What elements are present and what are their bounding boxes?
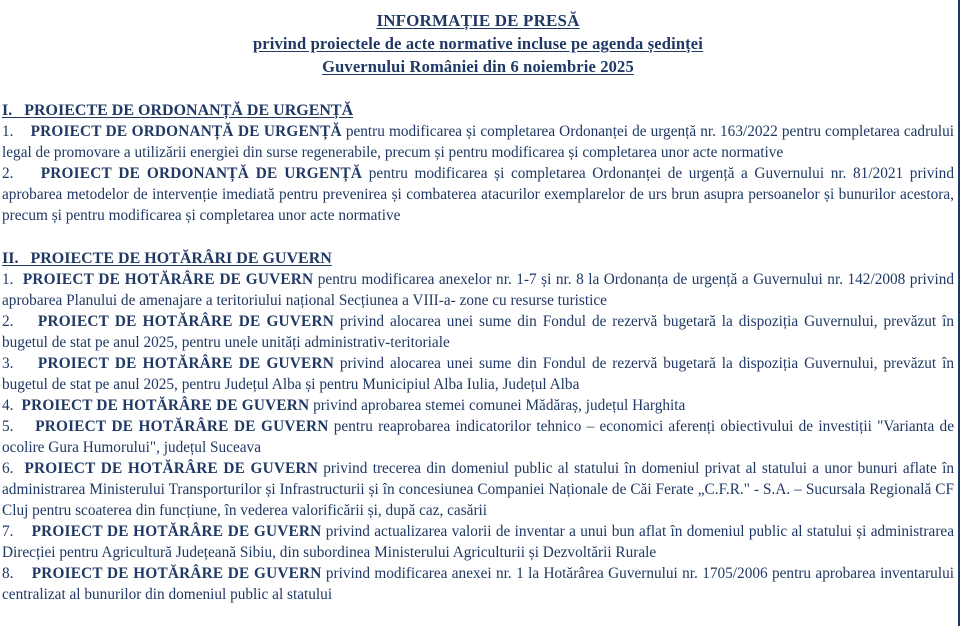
section-heading-1: I. PROIECTE DE ORDONANȚĂ DE URGENȚĂ [2, 102, 354, 119]
page-title-line-2: privind proiectele de acte normative incluse pe agenda ședinței [252, 34, 704, 53]
item-lead-text: PROIECT DE HOTĂRÂRE DE GUVERN [37, 355, 334, 372]
item-lead-text: PROIECT DE ORDONANȚĂ DE URGENȚĂ [30, 123, 342, 140]
item-body: privind actualizarea valorii de inventar a unui bun aflat în domeniul public al statului și administrarea Direcției pentru Agricultură Județeană Sibiu, din subordinea Ministerului Agriculturii și Dezvoltării Rurale [2, 523, 954, 561]
item-lead [13, 523, 321, 540]
item-body: pentru modificarea și completarea Ordonanței de urgență nr. 163/2022 pentru completarea cadrului legal de promovare a utilizării energiei din surse regenerabile, precum și pentru modificarea și completarea unor acte normative [2, 123, 954, 161]
item-lead [13, 271, 313, 288]
list-item [2, 416, 954, 458]
document-content [2, 0, 954, 605]
document-title-block [2, 0, 954, 78]
item-lead-text: PROIECT DE HOTĂRÂRE DE GUVERN [22, 271, 314, 288]
item-number: 2. [2, 313, 14, 330]
list-item [2, 163, 954, 226]
item-number: 6. [2, 460, 14, 477]
item-body: pentru modificarea și completarea Ordonanței de urgență a Guvernului nr. 81/2021 privind aprobarea metodelor de intervenție imediată pentru prevenirea și combaterea atacurilor exemplarelor de urs brun asupra persoanelor și bunurilor acestora, precum și pentru modificarea și completarea unor acte normative [2, 165, 954, 224]
item-number: 2. [2, 165, 14, 182]
item-body: privind alocarea unei sume din Fondul de rezervă bugetară la dispoziția Guvernului, prevăzut în bugetul de stat pe anul 2025, pentru Județul Alba și pentru Municipiul Alba Iulia, Județul Alba [2, 355, 954, 393]
item-lead-text: PROIECT DE HOTĂRÂRE DE GUVERN [35, 418, 329, 435]
section-heading-2: II. PROIECTE DE HOTĂRÂRI DE GUVERN [2, 250, 332, 267]
item-lead [13, 397, 309, 414]
item-lead [13, 355, 333, 372]
list-item [2, 121, 954, 163]
item-lead-text: PROIECT DE HOTĂRÂRE DE GUVERN [21, 397, 310, 414]
item-lead [13, 313, 333, 330]
list-item [2, 521, 954, 563]
item-lead-text: PROIECT DE HOTĂRÂRE DE GUVERN [37, 313, 334, 330]
list-item [2, 269, 954, 311]
item-lead [13, 460, 317, 477]
item-body: privind trecerea din domeniul public al statului în domeniul privat al statului a unor bunuri aflate în administrarea Ministerului Transporturilor și Infrastructurii și în concesiunea Companiei Naționale de Căi Ferate „C.F.R." - S.A. – Sucursala Regională CF Cluj pentru scoaterea din funcțiune, în vederea valorificării și, după caz, casării [2, 460, 954, 519]
item-number: 8. [2, 565, 14, 582]
item-body: privind modificarea anexei nr. 1 la Hotărârea Guvernului nr. 1705/2006 pentru aprobarea inventarului centralizat al bunurilor din domeniul public al statului [2, 565, 954, 603]
item-body: privind alocarea unei sume din Fondul de rezervă bugetară la dispoziția Guvernului, prevăzut în bugetul de stat pe anul 2025, pentru unele unități administrativ-teritoriale [2, 313, 954, 351]
item-number: 1. [2, 271, 14, 288]
item-number: 5. [2, 418, 14, 435]
item-lead-text: PROIECT DE HOTĂRÂRE DE GUVERN [31, 523, 322, 540]
item-lead [13, 123, 341, 140]
item-lead-text: PROIECT DE HOTĂRÂRE DE GUVERN [31, 565, 322, 582]
item-lead-text: PROIECT DE HOTĂRÂRE DE GUVERN [24, 460, 318, 477]
list-item [2, 458, 954, 521]
list-item [2, 563, 954, 605]
list-item [2, 311, 954, 353]
item-lead [13, 418, 328, 435]
list-item [2, 395, 954, 416]
section-hotarari-de-guvern [2, 248, 954, 605]
item-number: 3. [2, 355, 14, 372]
section-ordonante-de-urgenta [2, 100, 954, 226]
item-body: pentru reaprobarea indicatorilor tehnico – economici aferenți obiectivului de investiții "Varianta de ocolire Gura Humorului", județul Suceava [2, 418, 954, 456]
item-body: pentru modificarea anexelor nr. 1-7 și nr. 8 la Ordonanța de urgență a Guvernului nr. 142/2008 privind aprobarea Planului de amenajare a teritoriului național Secțiunea a VIII-a- zone cu resurse turistice [2, 271, 954, 309]
item-number: 4. [2, 397, 14, 414]
page-title-line-3: Guvernului României din 6 noiembrie 2025 [322, 57, 634, 76]
list-item [2, 353, 954, 395]
item-number: 7. [2, 523, 14, 540]
item-body: privind aprobarea stemei comunei Mădăraș, județul Harghita [309, 397, 686, 414]
item-lead [13, 165, 362, 182]
item-lead [13, 565, 321, 582]
item-lead-text: PROIECT DE ORDONANȚĂ DE URGENȚĂ [40, 165, 363, 182]
page-title-line-1: INFORMAȚIE DE PRESĂ [376, 11, 580, 30]
item-number: 1. [2, 123, 14, 140]
